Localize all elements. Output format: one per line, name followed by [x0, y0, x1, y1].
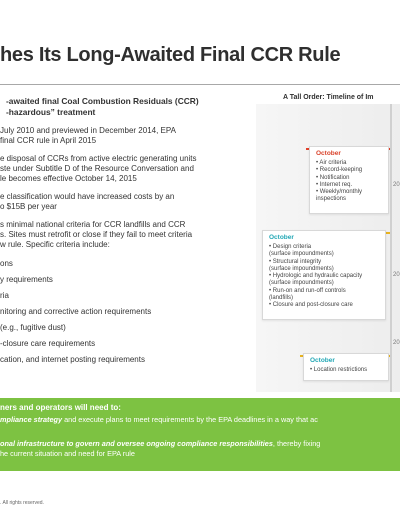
heading-line-1: -awaited final Coal Combustion Residuals (CCR): [6, 96, 199, 106]
section-heading: [6, 96, 246, 117]
p4-line-3: w rule. Specific criteria include:: [0, 240, 110, 249]
card-3-month: October: [310, 357, 335, 364]
p4-line-1: s minimal national criteria for CCR landfills and CCR: [0, 220, 186, 229]
p3-line-2: o $15B per year: [0, 202, 57, 211]
banner-point-2-emphasis: onal infrastructure to govern and oversee ongoing compliance responsibilities: [0, 439, 273, 448]
card-1-item: • Internet req.: [316, 181, 353, 188]
card-2-item: • Structural integrity: [269, 258, 322, 265]
p3-line-1: e classification would have increased costs by an: [0, 192, 175, 201]
criteria-item: nitoring and corrective action requirements: [0, 307, 152, 316]
p2-line-2: ste under Subtitle D of the Resource Conversation and: [0, 164, 194, 173]
criteria-item: cation, and internet posting requirements: [0, 355, 145, 364]
year-label: 20: [393, 182, 400, 188]
timeline-card-2: [262, 230, 386, 320]
timeline-axis: [390, 104, 392, 392]
card-1-item: • Weekly/monthly: [316, 189, 363, 196]
timeline-card-3: [303, 353, 389, 381]
p1-line-2: final CCR rule in April 2015: [0, 136, 97, 145]
paragraph-cost: [0, 192, 248, 212]
banner-point-2: [0, 439, 320, 448]
card-2-month: October: [269, 234, 294, 241]
banner-point-2-text: , thereby fixing: [272, 439, 321, 448]
banner-point-1: [0, 415, 318, 424]
card-2-list: [269, 244, 362, 310]
card-2-item: • Hydrologic and hydraulic capacity: [269, 273, 363, 280]
card-2-item: (surface impoundments): [269, 265, 334, 272]
criteria-item: y requirements: [0, 275, 53, 284]
slide-title: hes Its Long-Awaited Final CCR Rule: [0, 44, 341, 66]
card-2-item: • Design criteria: [269, 244, 312, 250]
banner-heading: ners and operators will need to:: [0, 403, 121, 412]
p4-line-2: s. Sites must retrofit or close if they fail to meet criteria: [0, 230, 193, 239]
paragraph-history: [0, 126, 248, 146]
card-1-list: [316, 160, 362, 204]
criteria-item: -closure care requirements: [0, 339, 96, 348]
card-1-item: • Air criteria: [316, 160, 347, 166]
timeline-card-1: [309, 146, 389, 214]
card-2-item: (surface impoundments): [269, 280, 334, 287]
card-2-item: • Run-on and run-off controls: [269, 287, 346, 294]
paragraph-criteria: [0, 220, 248, 250]
card-1-month: October: [316, 150, 341, 157]
card-1-item: inspections: [316, 196, 347, 203]
card-2-item: (landfills): [269, 295, 294, 302]
criteria-item: (e.g., fugitive dust): [0, 323, 66, 332]
criteria-item: ria: [0, 291, 9, 300]
heading-line-2: -hazardous” treatment: [6, 106, 96, 117]
year-label: 20: [393, 272, 400, 278]
paragraph-regulation: [0, 154, 248, 184]
card-1-item: • Record-keeping: [316, 167, 363, 174]
banner-point-1-text: and execute plans to meet requirements by the EPA deadlines in a way that ac: [62, 415, 318, 424]
timeline-title: A Tall Order: Timeline of Im: [283, 94, 374, 101]
criteria-item: ons: [0, 259, 13, 268]
card-2-item: (surface impoundments): [269, 251, 334, 258]
card-2-item: • Closure and post-closure care: [269, 302, 353, 309]
card-3-item: • Location restrictions: [310, 367, 368, 373]
copyright-footer: . All rights reserved.: [0, 500, 44, 506]
card-3-list: [310, 367, 367, 374]
banner-point-1-emphasis: mpliance strategy: [0, 415, 63, 424]
title-divider: [0, 84, 400, 85]
banner-point-2-continued: he current situation and need for EPA rule: [0, 449, 135, 458]
p2-line-1: e disposal of CCRs from active electric generating units: [0, 154, 197, 163]
card-1-item: • Notification: [316, 174, 350, 181]
year-label: 20: [393, 340, 400, 346]
p1-line-1: July 2010 and previewed in December 2014, EPA: [0, 126, 176, 135]
p2-line-3: le becomes effective October 14, 2015: [0, 174, 137, 183]
